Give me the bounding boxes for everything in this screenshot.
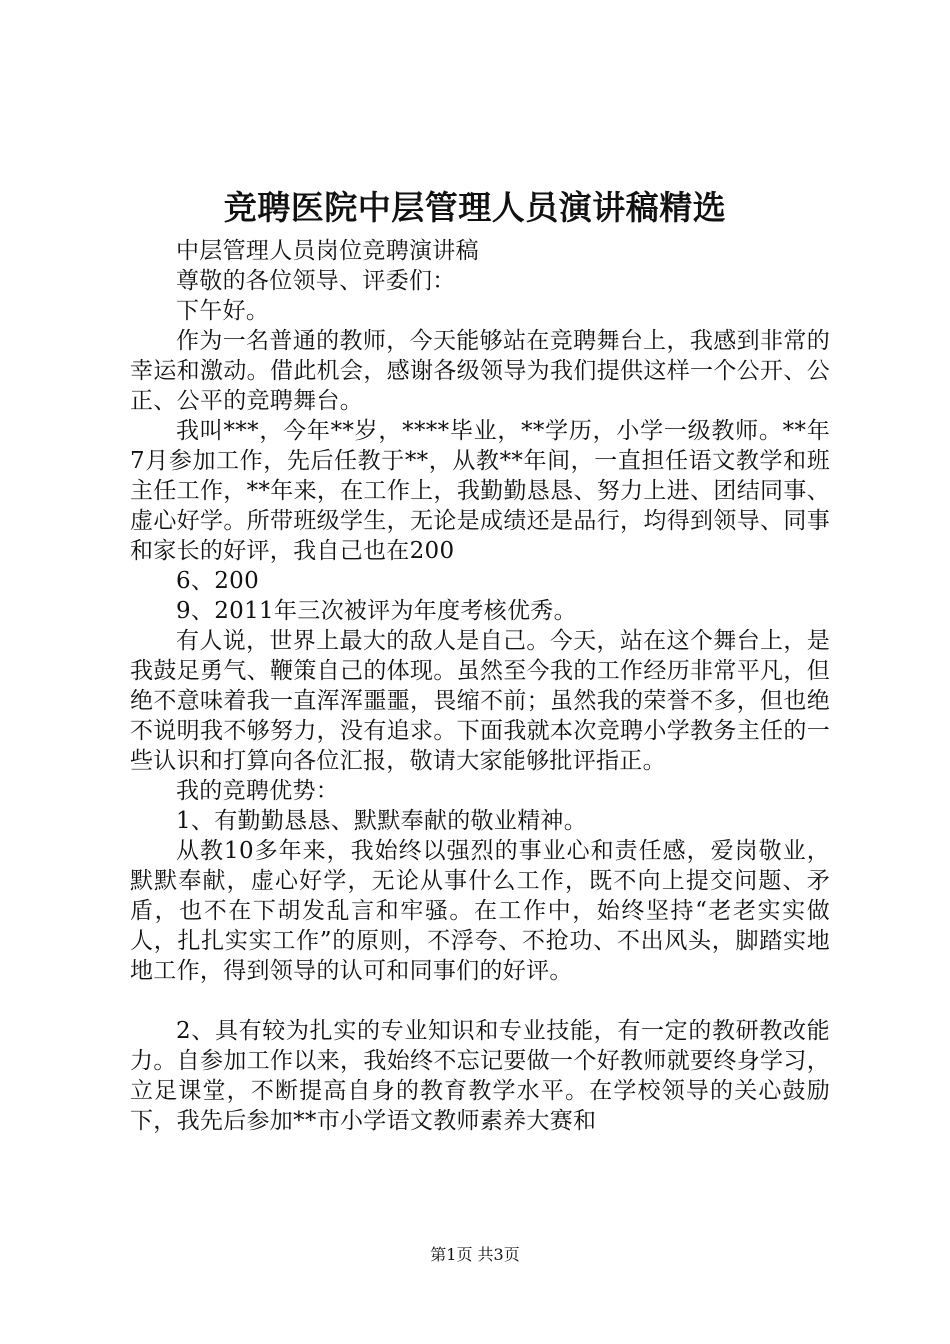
document-title: 竞聘医院中层管理人员演讲稿精选 — [223, 188, 727, 227]
document-body — [130, 236, 830, 1136]
paragraph-greeting: 下午好。 — [176, 298, 270, 324]
paragraph-salutation: 尊敬的各位领导、评委们： — [176, 268, 456, 294]
paragraph-awards: 9、2011年三次被评为年度考核优秀。 — [176, 598, 577, 624]
page-number-footer: 第1页 共3页 — [430, 1245, 520, 1264]
paragraph-advantage-2: 2、具有较为扎实的专业知识和专业技能，有一定的教研教改能力。自参加工作以来，我始终不忘记要做一个好教师就要终身学习，立足课堂，不断提高自身的教育教学水平。在学校领导的关心鼓励下，我先后参加**市小学语文教师素养大赛和 — [130, 1018, 830, 1134]
paragraph-advantages-heading: 我的竞聘优势： — [176, 778, 340, 804]
paragraph-self-introduction: 我叫***，今年**岁，****毕业，**学历，小学一级教师。**年7月参加工作，先后任教于**，从教**年间，一直担任语文教学和班主任工作，**年来，在工作上，我勤勤恳恳、努力上进、团结同事、虚心好学。所带班级学生，无论是成绩还是品行，均得到领导、同事和家长的好评，我自己也在200 — [130, 418, 830, 564]
paragraph-subtitle: 中层管理人员岗位竞聘演讲稿 — [176, 238, 479, 264]
paragraph-year-fragment: 6、200 — [176, 568, 260, 594]
paragraph-intro: 作为一名普通的教师，今天能够站在竞聘舞台上，我感到非常的幸运和激动。借此机会，感谢各级领导为我们提供这样一个公开、公正、公平的竞聘舞台。 — [130, 328, 830, 414]
paragraph-advantage-1-heading: 1、有勤勤恳恳、默默奉献的敬业精神。 — [176, 808, 588, 834]
paragraph-advantage-1-body: 从教10多年来，我始终以强烈的事业心和责任感，爱岗敬业，默默奉献，虚心好学，无论从事什么工作，既不向上提交问题、矛盾，也不在下胡发乱言和牢骚。在工作中，始终坚持“老老实实做人，扎扎实实工作”的原则，不浮夸、不抢功、不出风头，脚踏实地地工作，得到领导的认可和同事们的好评。 — [130, 838, 830, 984]
paragraph-motivation: 有人说，世界上最大的敌人是自己。今天，站在这个舞台上，是我鼓足勇气、鞭策自己的体现。虽然至今我的工作经历非常平凡，但绝不意味着我一直浑浑噩噩，畏缩不前；虽然我的荣誉不多，但也绝不说明我不够努力，没有追求。下面我就本次竞聘小学教务主任的一些认识和打算向各位汇报，敬请大家能够批评指正。 — [130, 628, 830, 774]
